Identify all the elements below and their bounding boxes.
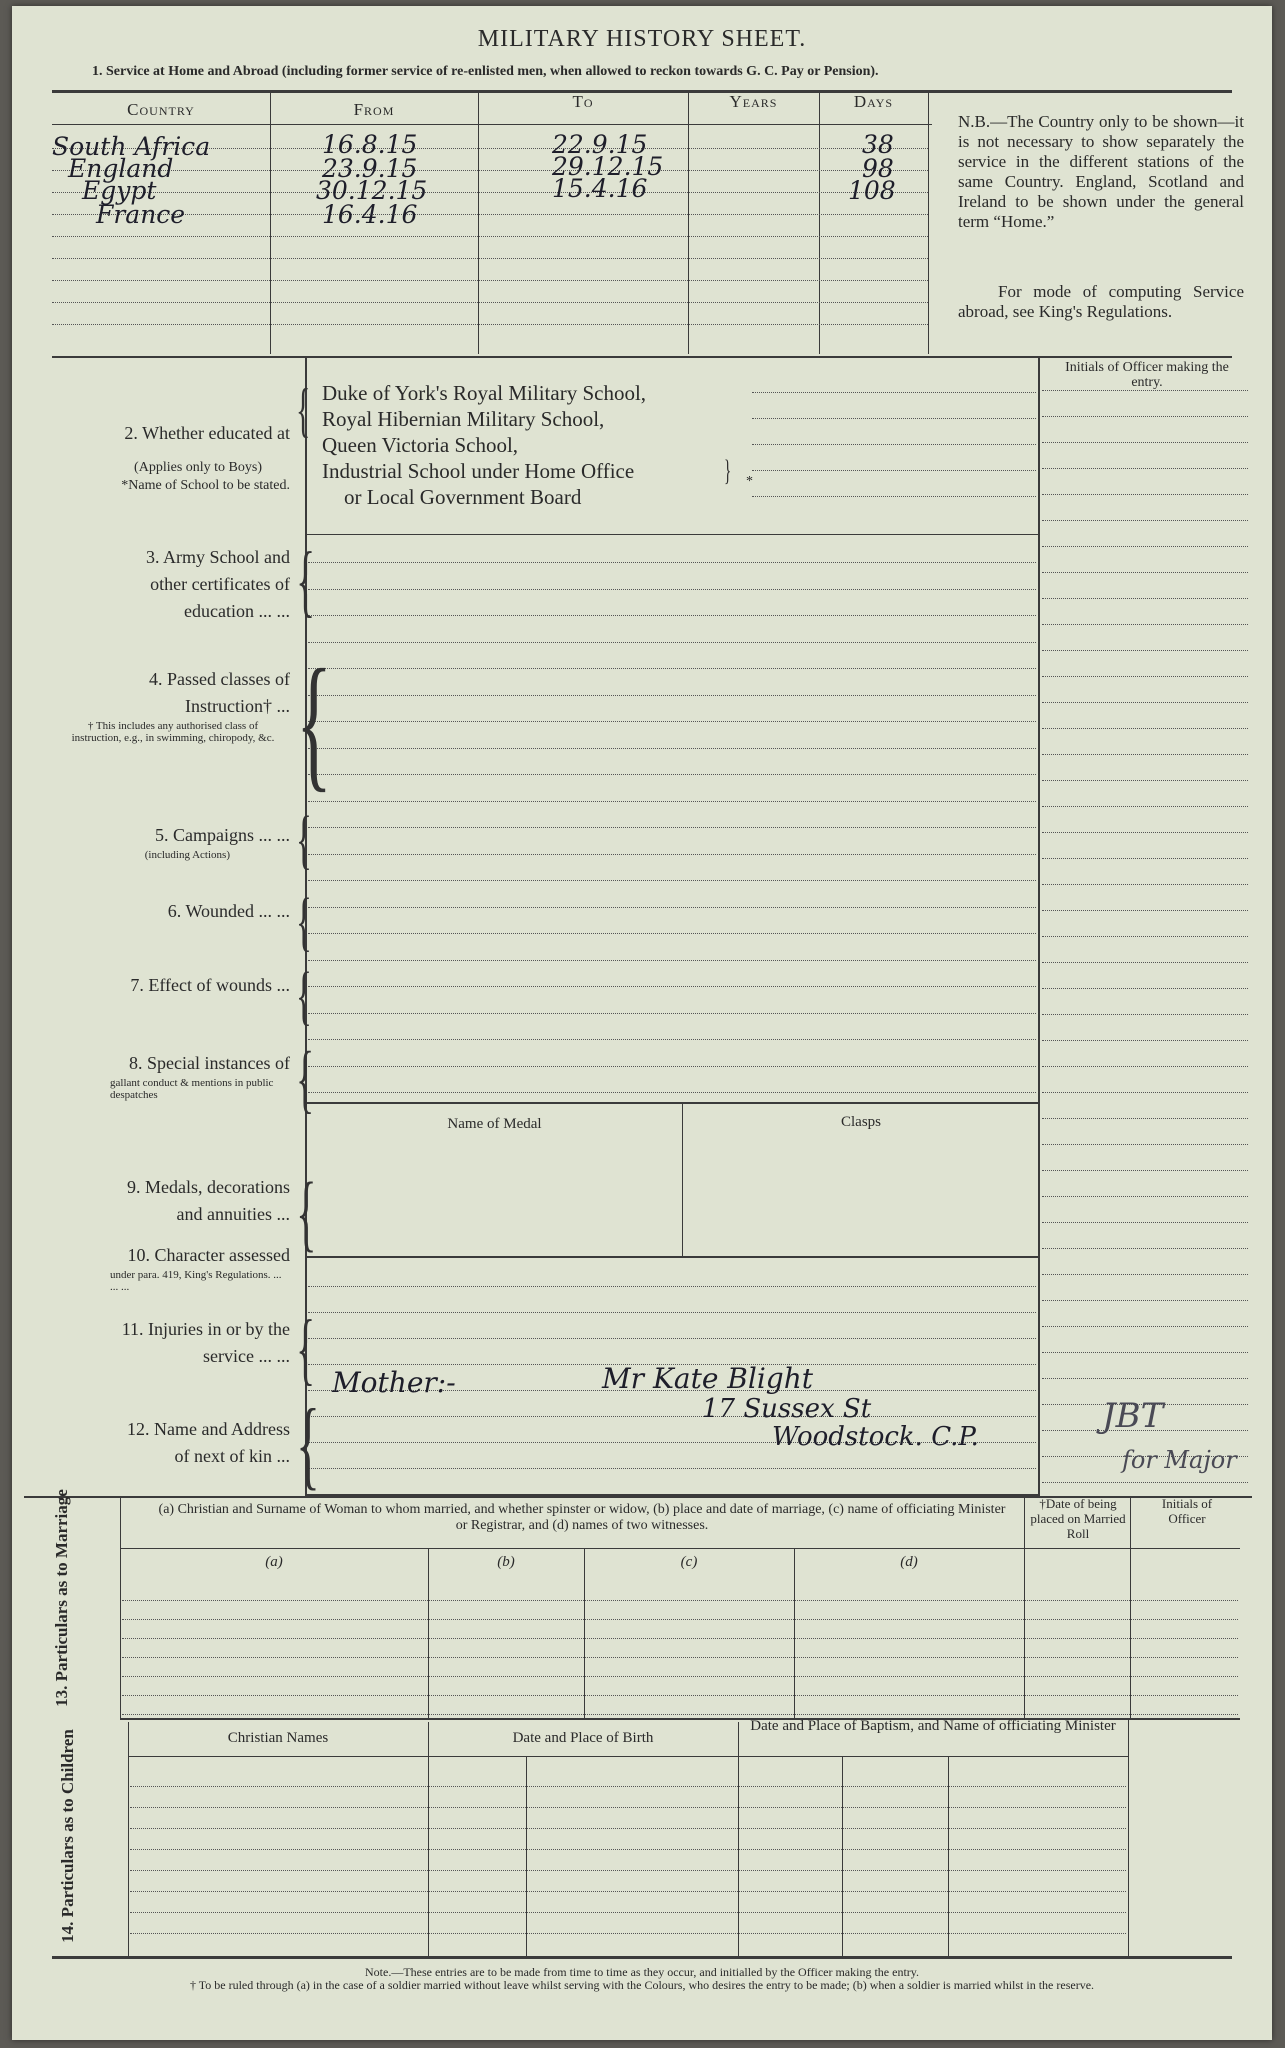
- ruling-line: [308, 695, 1036, 696]
- section1-label: 1. Service at Home and Abroad (including former service of re-enlisted men, when allowed to reckon towards G. C. Pay or Pension).: [92, 64, 879, 79]
- ruling-line: [308, 589, 1036, 590]
- ruling-line: [1042, 1482, 1248, 1483]
- label-3-line1: 3. Army School and: [146, 547, 290, 567]
- label-9-line2: and annuities ...: [176, 1204, 290, 1224]
- ruling-line: [308, 1468, 1036, 1469]
- school-5: or Local Government Board: [344, 485, 582, 509]
- ruling-line: [308, 854, 1036, 855]
- label-9-line1: 9. Medals, decorations: [127, 1177, 290, 1197]
- sheet-title: MILITARY HISTORY SHEET.: [477, 26, 807, 52]
- clasps-header: Clasps: [840, 1114, 881, 1130]
- ruling-line: [122, 1714, 1238, 1715]
- label-next-of-kin: [32, 1416, 290, 1470]
- row3-to: 15.4.16: [552, 174, 648, 203]
- row3-from: 30.12.15: [316, 176, 428, 205]
- header-country: Country: [127, 100, 195, 119]
- ruling-line: [308, 1039, 1036, 1040]
- ruling-line: [1042, 936, 1248, 937]
- ruling-line: [308, 1013, 1036, 1014]
- row3-days: 108: [848, 176, 896, 205]
- ruling-line: [1042, 962, 1248, 963]
- ruling-line: [308, 774, 1036, 775]
- ruling-line: [1042, 1118, 1248, 1119]
- label-campaigns: [32, 822, 290, 861]
- label-7-line1: 7. Effect of wounds ...: [130, 975, 290, 995]
- marriage-side-label: 13. Particulars as to Marriage: [52, 1489, 71, 1707]
- ruling-line: [1042, 806, 1248, 807]
- school-star: *: [746, 474, 753, 489]
- row2-to: 29.12.15: [552, 152, 664, 181]
- ruling-line: [130, 1786, 1126, 1787]
- ruling-line: [1042, 832, 1248, 833]
- label-medals: [32, 1174, 290, 1228]
- ruling-line: [1042, 546, 1248, 547]
- label-3-line2: other certificates of: [150, 574, 290, 594]
- ruling-line: [1042, 884, 1248, 885]
- row1-days: 38: [862, 130, 894, 159]
- ruling-line: [308, 748, 1036, 749]
- label-12-line1: 12. Name and Address: [127, 1419, 290, 1439]
- ruling-line: [1042, 858, 1248, 859]
- ruling-line: [308, 907, 1036, 908]
- header-years: Years: [729, 92, 778, 111]
- label-army-school: [32, 544, 290, 625]
- ruling-line: [130, 1807, 1126, 1808]
- ruling-line: [308, 642, 1036, 643]
- history-sheet: [12, 6, 1272, 2040]
- label-educated-note-a: (Applies only to Boys): [134, 460, 262, 475]
- school-1: Duke of York's Royal Military School,: [322, 381, 647, 405]
- ruling-line: [1042, 1222, 1248, 1223]
- ruling-line: [1042, 676, 1248, 677]
- school-2: Royal Hibernian Military School,: [322, 407, 605, 431]
- marriage-description: (a) Christian and Surname of Woman to whom married, and whether spinster or widow, (b) place and date of marriage, (c) name of officiating Minister or Registrar, and (d) names of two witnesses.: [158, 1502, 1006, 1533]
- brace-2: {: [296, 377, 311, 443]
- footer-note-1: Note.—These entries are to be made from time to time as they occur, and initialled by the Officer making the entry.: [365, 1965, 919, 1979]
- officer-initials: JBT: [1102, 1396, 1164, 1436]
- label-character: [32, 1242, 290, 1293]
- label-3-line3: education ... ...: [184, 601, 290, 621]
- header-days: Days: [853, 92, 894, 111]
- kin-address-2: Woodstock. C.P.: [772, 1422, 979, 1452]
- label-10-note: under para. 419, King's Regulations. ... ... ...: [110, 1269, 282, 1293]
- brace-11: {: [296, 1305, 316, 1393]
- label-4-note: † This includes any authorised class of instruction, e.g., in swimming, chiropody, &c.: [71, 720, 275, 744]
- school-brace: }: [724, 454, 732, 487]
- row1-to: 22.9.15: [552, 130, 648, 159]
- ruling-line: [308, 1338, 1036, 1339]
- ruling-line: [752, 418, 1036, 419]
- ruling-line: [1042, 1300, 1248, 1301]
- row2-from: 23.9.15: [322, 154, 418, 183]
- ruling-line: [1042, 1144, 1248, 1145]
- ruling-line: [308, 986, 1036, 987]
- ruling-line: [130, 1849, 1126, 1850]
- ruling-line: [1042, 1092, 1248, 1093]
- marriage-col-a: (a): [265, 1554, 283, 1570]
- ruling-line: [1042, 780, 1248, 781]
- label-12-line2: of next of kin ...: [174, 1446, 290, 1466]
- ruling-line: [1042, 1326, 1248, 1327]
- brace-12: {: [296, 1388, 320, 1499]
- ruling-line: [130, 1828, 1126, 1829]
- ruling-line: [1042, 1170, 1248, 1171]
- ruling-line: [130, 1870, 1126, 1871]
- row1-from: 16.8.15: [322, 130, 418, 159]
- label-11-line1: 11. Injuries in or by the: [121, 1319, 290, 1339]
- label-educated-note-b: *Name of School to be stated.: [121, 478, 290, 493]
- ruling-line: [1042, 988, 1248, 989]
- ruling-line: [1042, 910, 1248, 911]
- kin-name: Mr Kate Blight: [602, 1362, 813, 1395]
- ruling-line: [1042, 390, 1248, 391]
- row1-country: South Africa: [52, 132, 211, 161]
- ruling-line: [1042, 572, 1248, 573]
- ruling-line: [308, 827, 1036, 828]
- marriage-initials: Initials of Officer: [1161, 1496, 1213, 1526]
- ruling-line: [122, 1676, 1238, 1677]
- ruling-line: [1042, 754, 1248, 755]
- ruling-line: [752, 392, 1036, 393]
- ruling-line: [308, 1286, 1036, 1287]
- kin-relation: Mother:-: [332, 1366, 456, 1399]
- ruling-line: [1042, 1378, 1248, 1379]
- children-side-label: 14. Particulars as to Children: [58, 1729, 77, 1943]
- ruling-line: [308, 880, 1036, 881]
- ruling-line: [1042, 1352, 1248, 1353]
- ruling-line: [1042, 1274, 1248, 1275]
- label-5-line1: 5. Campaigns ... ...: [155, 825, 290, 845]
- ruling-line: [1042, 650, 1248, 651]
- label-special: [32, 1050, 290, 1101]
- label-effect: [32, 972, 290, 999]
- row4-from: 16.4.16: [322, 200, 418, 229]
- children-col-birth: Date and Place of Birth: [512, 1730, 654, 1746]
- ruling-line: [1042, 1014, 1248, 1015]
- marriage-col-d: (d): [900, 1554, 918, 1570]
- ruling-line: [1042, 598, 1248, 599]
- label-wounded: [32, 898, 290, 925]
- label-5-note: (including Actions): [144, 849, 230, 861]
- ruling-line: [1042, 1066, 1248, 1067]
- ruling-line: [122, 1695, 1238, 1696]
- ruling-line: [308, 933, 1036, 934]
- ruling-line: [122, 1638, 1238, 1639]
- row2-days: 98: [862, 154, 894, 183]
- nb-note-2: For mode of computing Service abroad, see King's Regulations.: [958, 282, 1244, 321]
- ruling-line: [1042, 442, 1248, 443]
- ruling-line: [308, 615, 1036, 616]
- ruling-line: [122, 1619, 1238, 1620]
- header-to: To: [572, 92, 594, 111]
- label-10-line1: 10. Character assessed: [127, 1245, 290, 1265]
- label-classes: [32, 666, 290, 744]
- label-8-note: gallant conduct & mentions in public despatches: [110, 1077, 274, 1101]
- kin-address-1: 17 Sussex St: [702, 1394, 872, 1424]
- ruling-line: [308, 562, 1036, 563]
- initials-header: Initials of Officer making the entry.: [1065, 360, 1229, 390]
- ruling-line: [1042, 728, 1248, 729]
- ruling-line: [1042, 416, 1248, 417]
- footer-note: [112, 1966, 1172, 1992]
- footer-note-2: † To be ruled through (a) in the case of a soldier married without leave whilst serving with the Colours, who desires the entry to be made; (b) when a soldier is married whilst in the reserve.: [189, 1978, 1095, 1992]
- label-educated-title: 2. Whether educated at: [124, 423, 290, 443]
- ruling-line: [1042, 702, 1248, 703]
- ruling-line: [122, 1657, 1238, 1658]
- ruling-line: [1042, 1196, 1248, 1197]
- brace-4: {: [296, 639, 332, 805]
- children-col-baptism: Date and Place of Baptism, and Name of officiating Minister: [750, 1718, 1116, 1734]
- label-educated: [32, 420, 290, 495]
- ruling-line: [308, 801, 1036, 802]
- ruling-line: [130, 1933, 1126, 1934]
- ruling-line: [308, 1092, 1036, 1093]
- school-3: Queen Victoria School,: [322, 433, 519, 457]
- brace-5: {: [296, 803, 312, 876]
- ruling-line: [1042, 1248, 1248, 1249]
- label-injuries: [32, 1316, 290, 1370]
- school-4: Industrial School under Home Office: [322, 459, 635, 483]
- marriage-col-c: (c): [680, 1554, 698, 1570]
- ruling-line: [308, 1066, 1036, 1067]
- ruling-line: [1042, 520, 1248, 521]
- header-from: From: [353, 100, 395, 119]
- ruling-line: [308, 721, 1036, 722]
- brace-7: {: [296, 959, 312, 1032]
- nb-note: N.B.—The Country only to be shown—it is not necessary to show separately the service in the different stations of the same Country. England, Scotland and Ireland to be shown under the general term “Home.”: [958, 112, 1244, 231]
- school-list: [322, 380, 646, 510]
- brace-6: {: [296, 885, 312, 958]
- marriage-col-b: (b): [497, 1554, 515, 1570]
- ruling-line: [130, 1912, 1126, 1913]
- medal-name-header: Name of Medal: [447, 1116, 542, 1132]
- ruling-line: [752, 470, 1036, 471]
- ruling-line: [122, 1600, 1238, 1601]
- brace-9: {: [296, 1164, 317, 1260]
- row4-country: France: [96, 200, 186, 229]
- ruling-line: [752, 496, 1036, 497]
- ruling-line: [308, 668, 1036, 669]
- brace-3: {: [296, 537, 316, 625]
- marriage-date-roll: †Date of being placed on Married Roll: [1030, 1496, 1126, 1541]
- label-4-line1: 4. Passed classes of: [149, 669, 290, 689]
- children-col-names: Christian Names: [227, 1730, 329, 1746]
- label-8-line1: 8. Special instances of: [129, 1053, 290, 1073]
- ruling-line: [308, 960, 1036, 961]
- label-11-line2: service ... ...: [203, 1346, 290, 1366]
- label-4-line2: Instruction† ...: [185, 696, 290, 716]
- brace-8: {: [296, 1037, 315, 1121]
- officer-rank: for Major: [1122, 1446, 1237, 1474]
- row3-country: Egypt: [82, 176, 157, 205]
- ruling-line: [1042, 624, 1248, 625]
- label-6-line1: 6. Wounded ... ...: [167, 901, 290, 921]
- ruling-line: [1042, 494, 1248, 495]
- row2-country: England: [68, 154, 174, 183]
- ruling-line: [130, 1891, 1126, 1892]
- ruling-line: [1042, 468, 1248, 469]
- ruling-line: [752, 444, 1036, 445]
- ruling-line: [308, 1312, 1036, 1313]
- ruling-line: [1042, 1040, 1248, 1041]
- ruling-line: [308, 1416, 1036, 1417]
